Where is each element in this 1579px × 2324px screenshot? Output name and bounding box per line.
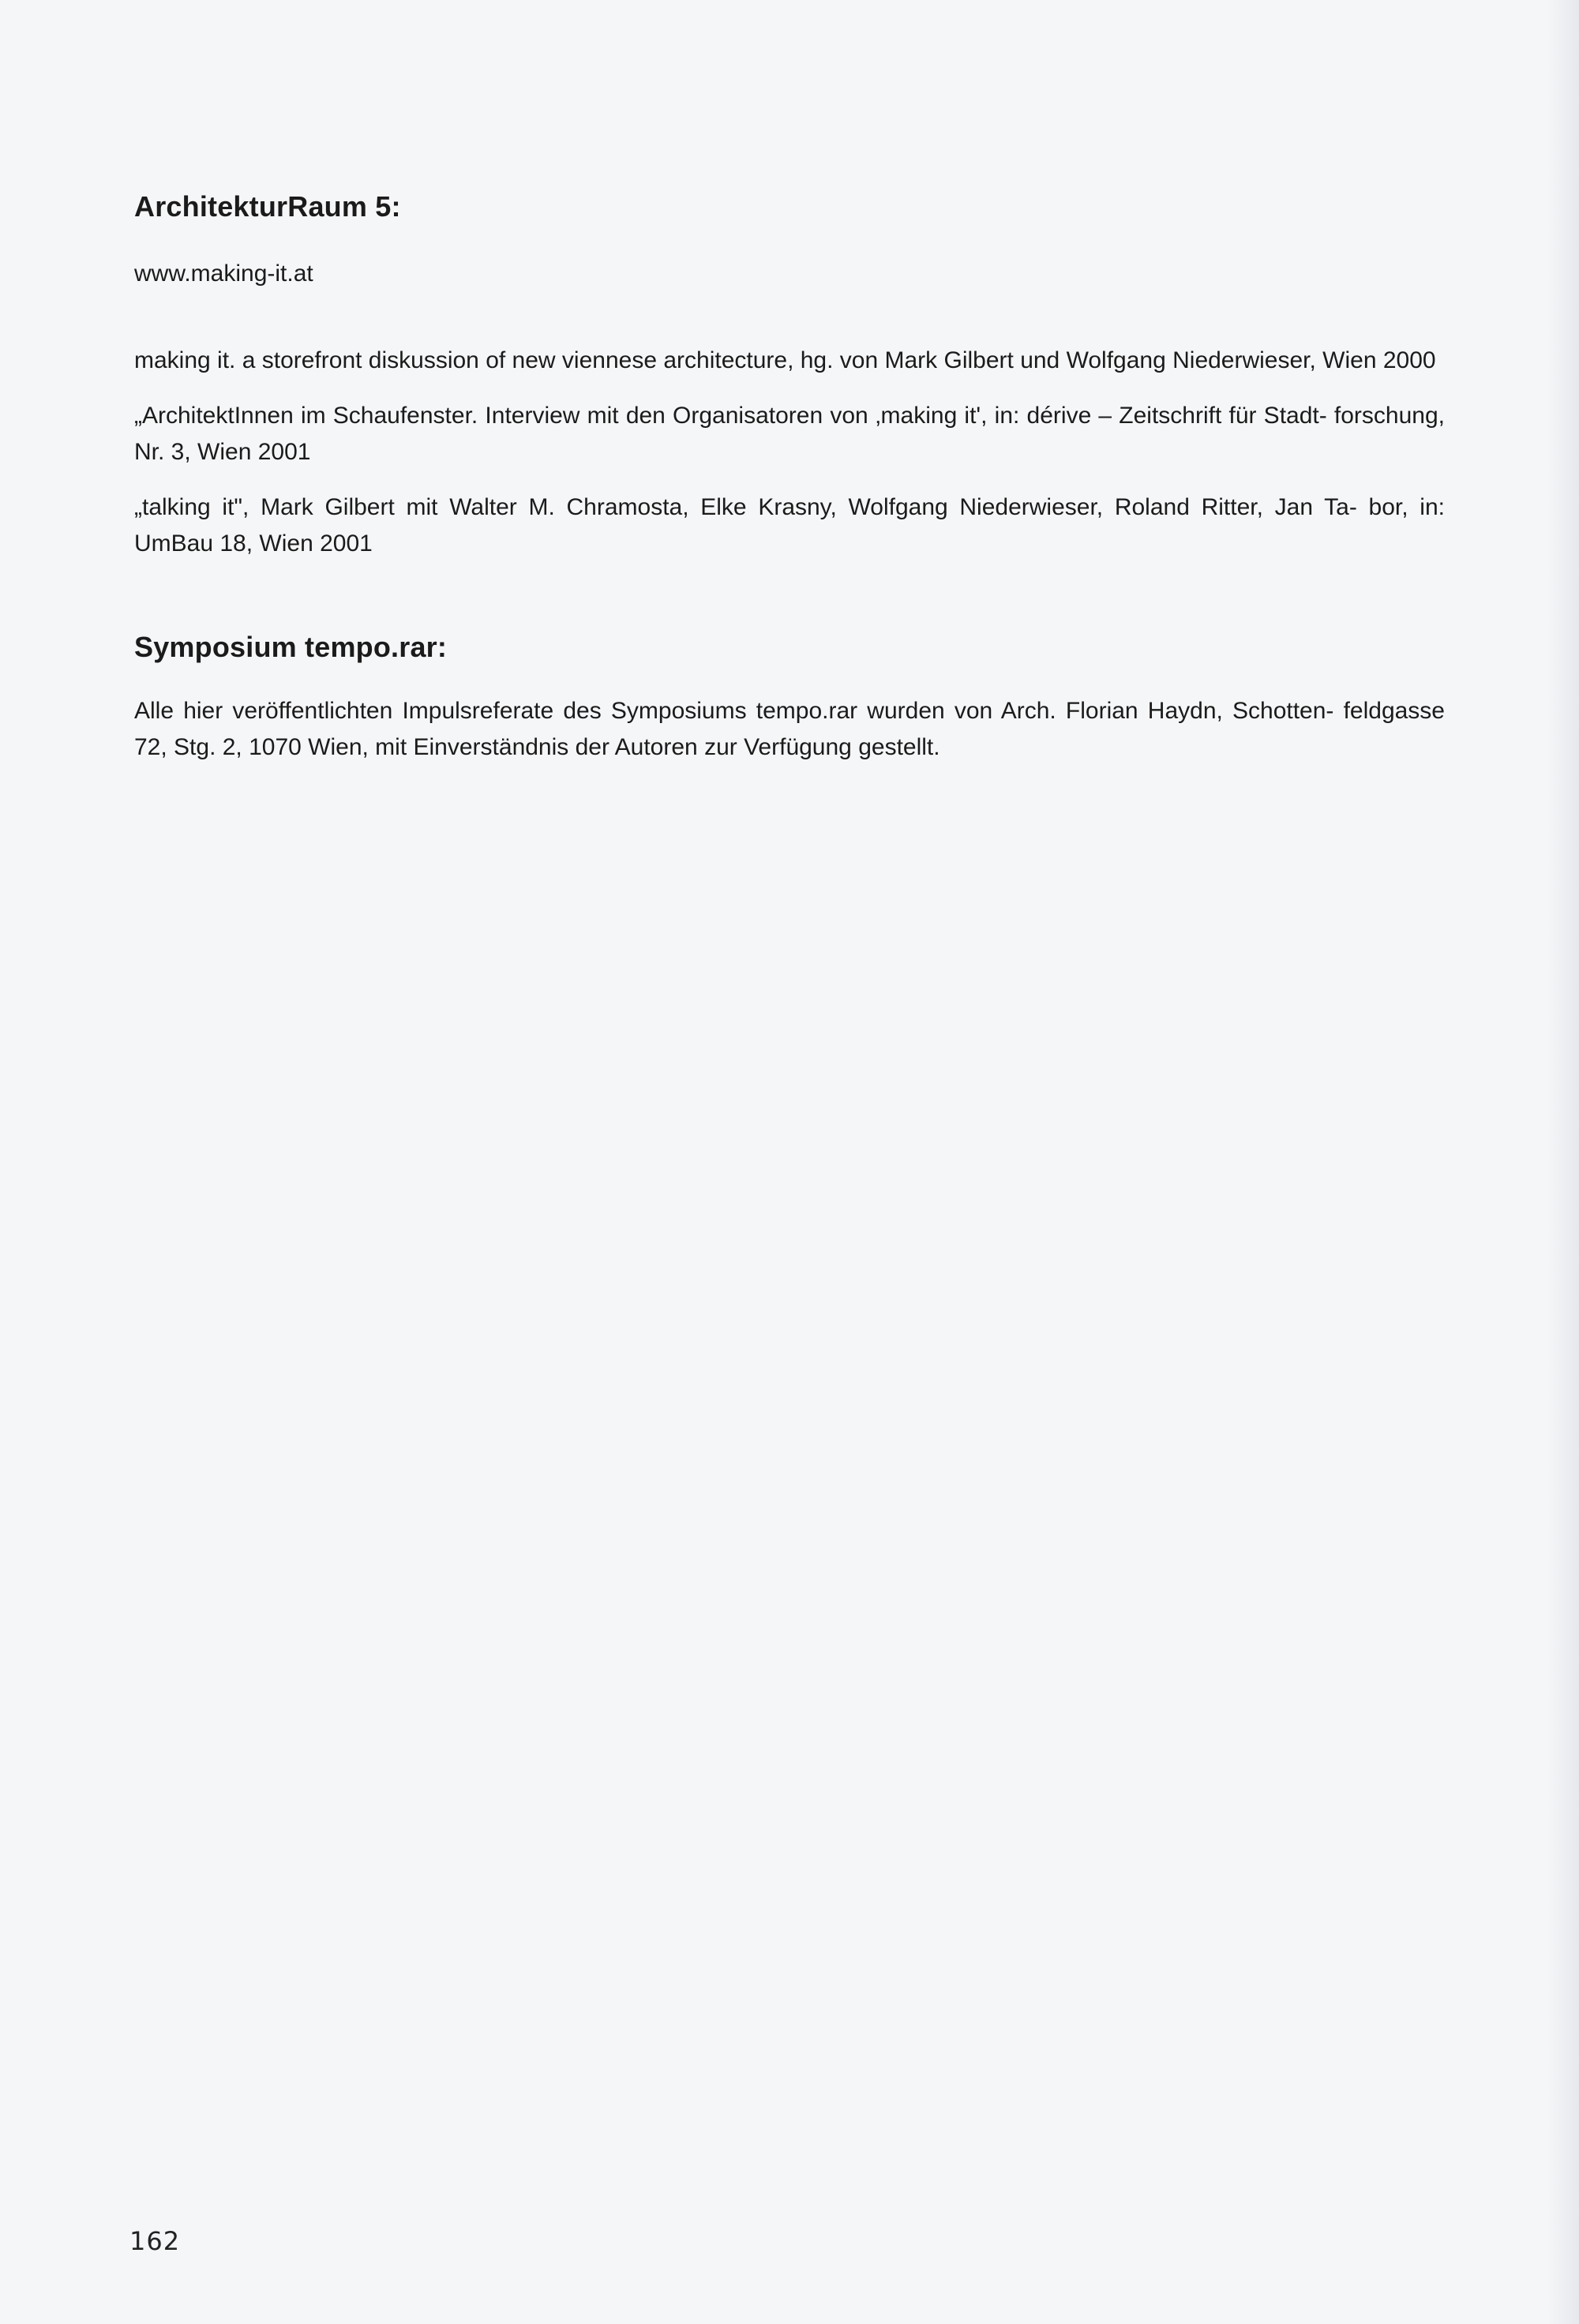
section-heading-symposium: Symposium tempo.rar: <box>134 631 448 663</box>
page-edge-shadow <box>1547 0 1579 2324</box>
reference-entry: „talking it", Mark Gilbert mit Walter M. Chramosta, Elke Krasny, Wolfgang Niederwieser, Roland Ritter, Jan Ta- bor, in: UmBau 18, Wien 2001 <box>134 494 1445 557</box>
page-content <box>134 189 1445 766</box>
reference-entry: making it. a storefront diskussion of new viennese architecture, hg. von Mark Gilbert und Wolfgang Niederwieser, Wien 2000 <box>134 347 1436 373</box>
section-heading-architekturraum: ArchitekturRaum 5: <box>134 190 401 223</box>
page-number: 162 <box>129 2226 181 2256</box>
website-link[interactable]: www.making-it.at <box>134 261 313 287</box>
reference-entry: „ArchitektInnen im Schaufenster. Interview mit den Organisatoren von ‚making it', in: dérive – Zeitschrift für Stadt- forschung, Nr. 3, Wien 2001 <box>134 403 1445 465</box>
symposium-note: Alle hier veröffentlichten Impulsreferate des Symposiums tempo.rar wurden von Arch. Florian Haydn, Schotten- feldgasse 72, Stg. 2, 1070 Wien, mit Einverständnis der Autoren zur Verfügung gestellt. <box>134 698 1445 760</box>
